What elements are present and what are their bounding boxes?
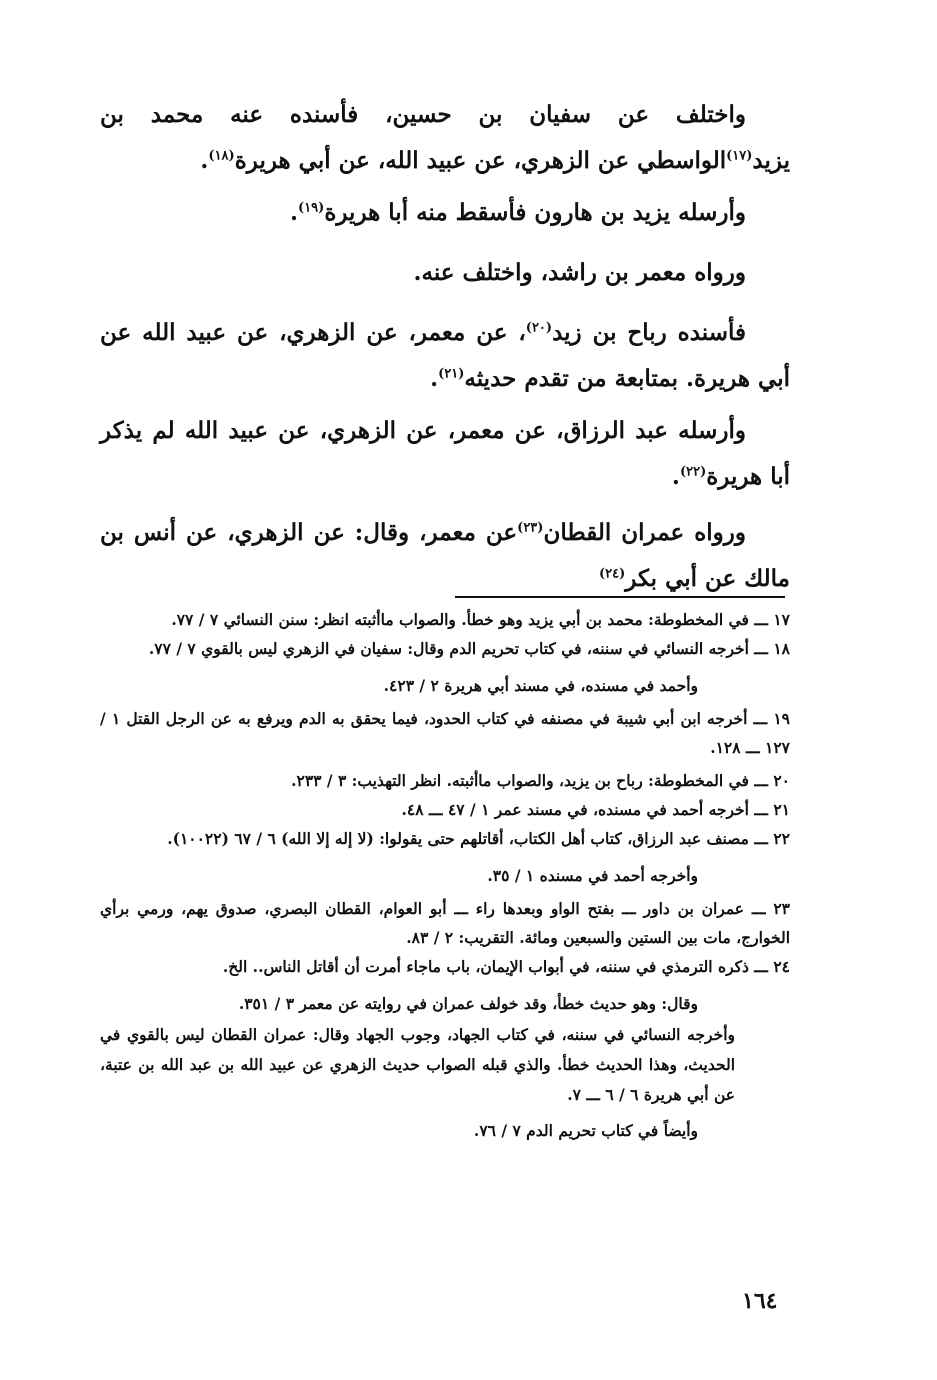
footnote-17: ١٧ ـــ في المخطوطة: محمد بن أبي يزيد وهو خطأ. والصواب ماأثبته انظر: سنن النسائي ٧ / ٧٧.	[171, 610, 790, 629]
footnote-ref-17[interactable]: (١٧)	[726, 148, 753, 164]
footnote-23: ٢٣ ـــ عمران بن داور ـــ بفتح الواو وبعدها راء ـــ أبو العوام، القطان البصري، صدوق يهم، ورمي برأي الخوارج، مات بين الستين والسبعين ومائة. التقريب: ٢ / ٨٣.	[100, 899, 790, 947]
main-text	[100, 92, 790, 602]
footnote-24: ٢٤ ـــ ذكره الترمذي في سننه، في أبواب الإيمان، باب ماجاء أمرت أن أقاتل الناس.. الخ.	[222, 957, 790, 976]
paragraph-3: ورواه معمر بن راشد، واختلف عنه.	[413, 259, 746, 286]
footnote-24-continued: وقال: وهو حديث خطأ، وقد خولف عمران في روايته عن معمر ٣ / ٣٥١.	[238, 994, 698, 1013]
footnote-ref-22[interactable]: (٢٢)	[679, 464, 707, 480]
footnote-ref-20[interactable]: (٢٠)	[525, 320, 553, 336]
footnote-24-also: وأيضاً في كتاب تحريم الدم ٧ / ٧٦.	[473, 1121, 698, 1140]
paragraph-2: وأرسله يزيد بن هارون فأسقط منه أبا هريرة$^{(١٩)}$.	[290, 199, 746, 226]
footnote-20: ٢٠ ـــ في المخطوطة: رباح بن يزيد، والصواب ماأثبته. انظر التهذيب: ٣ / ٢٣٣.	[291, 771, 790, 790]
footnote-21: ٢١ ـــ أخرجه أحمد في مسنده، في مسند عمر ١ / ٤٧ ـــ ٤٨.	[401, 800, 790, 819]
footnote-ref-18[interactable]: (١٨)	[208, 148, 235, 164]
footnotes	[100, 605, 790, 1145]
footnote-19: ١٩ ـــ أخرجه ابن أبي شيبة في مصنفه في كتاب الحدود، فيما يحقق به الدم ويرفع به عن الرجل القتل ١ / ١٢٧ ـــ ١٢٨.	[100, 709, 791, 757]
footnote-ref-23[interactable]: (٢٣)	[517, 520, 544, 536]
paragraph-6: ورواه عمران القطان$^{(٢٣)}$عن معمر، وقال: عن الزهري، عن أنس بن مالك عن أبي بكر$^{(٢٤)}$	[100, 519, 790, 592]
footnote-22: ٢٢ ـــ مصنف عبد الرزاق، كتاب أهل الكتاب، أقاتلهم حتى يقولوا: (لا إله إلا الله) ٦ / ٦٧ (١٠٠٢٢).	[167, 829, 790, 848]
paragraph-4: فأسنده رباح بن زيد$^{(٢٠)}$، عن معمر، عن الزهري، عن عبيد الله عن أبي هريرة. بمتابعة من تقدم حديثه$^{(٢١)}$.	[100, 319, 790, 392]
footnote-ref-24[interactable]: (٢٤)	[598, 566, 626, 582]
footnote-divider	[455, 596, 785, 598]
paragraph-5: وأرسله عبد الرزاق، عن معمر، عن الزهري، عن عبيد الله لم يذكر أبا هريرة$^{(٢٢)}$.	[100, 417, 790, 490]
footnote-ref-21[interactable]: (٢١)	[438, 366, 465, 382]
footnote-ref-19[interactable]: (١٩)	[298, 200, 325, 216]
page-number: ١٦٤	[742, 1288, 778, 1314]
footnote-18-continued: وأحمد في مسنده، في مسند أبي هريرة ٢ / ٤٢٣.	[383, 676, 698, 695]
paragraph-1: واختلف عن سفيان بن حسين، فأسنده عنه محمد بن يزيد$^{(١٧)}$الواسطي عن الزهري، عن عبيد الله، عن أبي هريرة$^{(١٨)}$.	[100, 101, 790, 174]
footnote-22-continued: وأخرجه أحمد في مسنده ١ / ٣٥.	[487, 866, 698, 885]
footnote-24-nasai: وأخرجه النسائي في سننه، في كتاب الجهاد، وجوب الجهاد وقال: عمران القطان ليس بالقوي في الحديث، وهذا الحديث خطأ. والذي قبله الصواب حديث الزهري عن عبيد الله بن عبد الله بن عتبة، عن أبي هريرة ٦ / ٦ ـــ ٧.	[100, 1025, 735, 1104]
footnote-18: ١٨ ـــ أخرجه النسائي في سننه، في كتاب تحريم الدم وقال: سفيان في الزهري ليس بالقوي ٧ / ٧٧.	[148, 639, 790, 658]
